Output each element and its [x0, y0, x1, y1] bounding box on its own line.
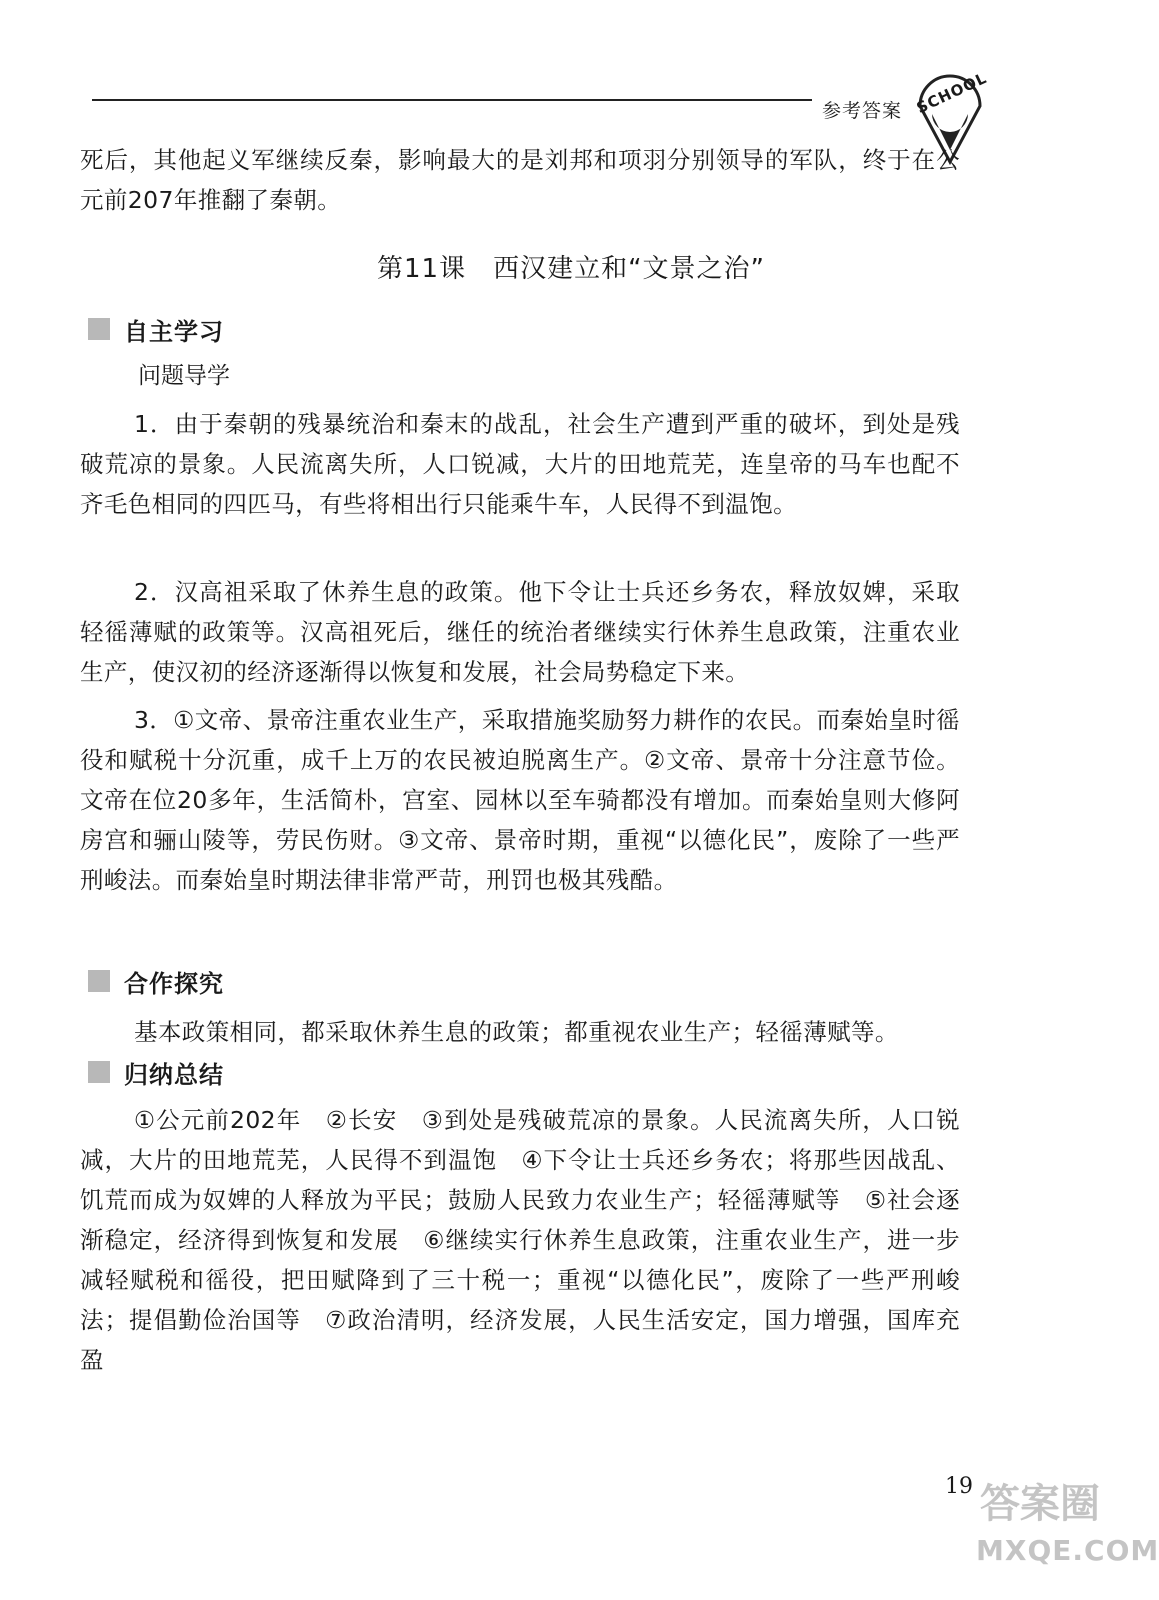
section-summary — [88, 1057, 224, 1087]
section-heading: 自主学习 — [124, 317, 224, 346]
cooperation-answer: 基本政策相同，都采取休养生息的政策；都重视农业生产；轻徭薄赋等。 — [134, 1018, 899, 1046]
section-marker-icon — [88, 318, 110, 340]
watermark-url: MXQE.COM — [976, 1534, 1159, 1567]
section-heading: 合作探究 — [124, 969, 224, 998]
header-label: 参考答案 — [822, 100, 903, 122]
lesson-title: 第11课 西汉建立和“文景之治” — [376, 254, 766, 284]
section-marker-icon — [88, 970, 110, 992]
answer-item-2: 2．汉高祖采取了休养生息的政策。他下令让士兵还乡务农，释放奴婢，采取轻徭薄赋的政策等。汉高祖死后，继任的统治者继续实行休养生息政策，注重农业生产，使汉初的经济逐渐得以恢复和发展，社会局势稳定下来。 — [80, 578, 960, 686]
section-marker-icon — [88, 1061, 110, 1083]
section-self-study — [88, 314, 224, 344]
section-heading: 归纳总结 — [124, 1060, 224, 1089]
header-rule — [92, 99, 812, 101]
intro-paragraph: 死后，其他起义军继续反秦，影响最大的是刘邦和项羽分别领导的军队，终于在公元前207年推翻了秦朝。 — [80, 146, 960, 214]
answer-item-1: 1．由于秦朝的残暴统治和秦末的战乱，社会生产遭到严重的破坏，到处是残破荒凉的景象。人民流离失所，人口锐减，大片的田地荒芜，连皇帝的马车也配不齐毛色相同的四匹马，有些将相出行只能乘牛车，人民得不到温饱。 — [80, 410, 960, 518]
answer-item-3: 3．①文帝、景帝注重农业生产，采取措施奖励努力耕作的农民。而秦始皇时徭役和赋税十分沉重，成千上万的农民被迫脱离生产。②文帝、景帝十分注意节俭。文帝在位20多年，生活简朴，宫室、园林以至车骑都没有增加。而秦始皇则大修阿房宫和骊山陵等，劳民伤财。③文帝、景帝时期，重视“以德化民”，废除了一些严刑峻法。而秦始皇时期法律非常严苛，刑罚也极其残酷。 — [80, 706, 960, 894]
summary-answer: ①公元前202年 ②长安 ③到处是残破荒凉的景象。人民流离失所，人口锐减，大片的田地荒芜，人民得不到温饱 ④下令让士兵还乡务农；将那些因战乱、饥荒而成为奴婢的人释放为平民；鼓励人民致力农业生产；轻徭薄赋等 ⑤社会逐渐稳定，经济得到恢复和发展 ⑥继续实行休养生息政策，注重农业生产，进一步减轻赋税和徭役，把田赋降到了三十税一；重视“以德化民”，废除了一些严刑峻法；提倡勤俭治国等 ⑦政治清明，经济发展，人民生活安定，国力增强，国库充盈 — [80, 1106, 960, 1374]
section-cooperation — [88, 966, 224, 996]
watermark — [968, 1470, 1159, 1590]
watermark-logo-text: 答案圈 — [980, 1481, 1100, 1527]
school-badge-text: SCHOOL — [913, 68, 990, 118]
page-number: 19 — [945, 1474, 973, 1499]
subheading: 问题导学 — [138, 363, 230, 389]
